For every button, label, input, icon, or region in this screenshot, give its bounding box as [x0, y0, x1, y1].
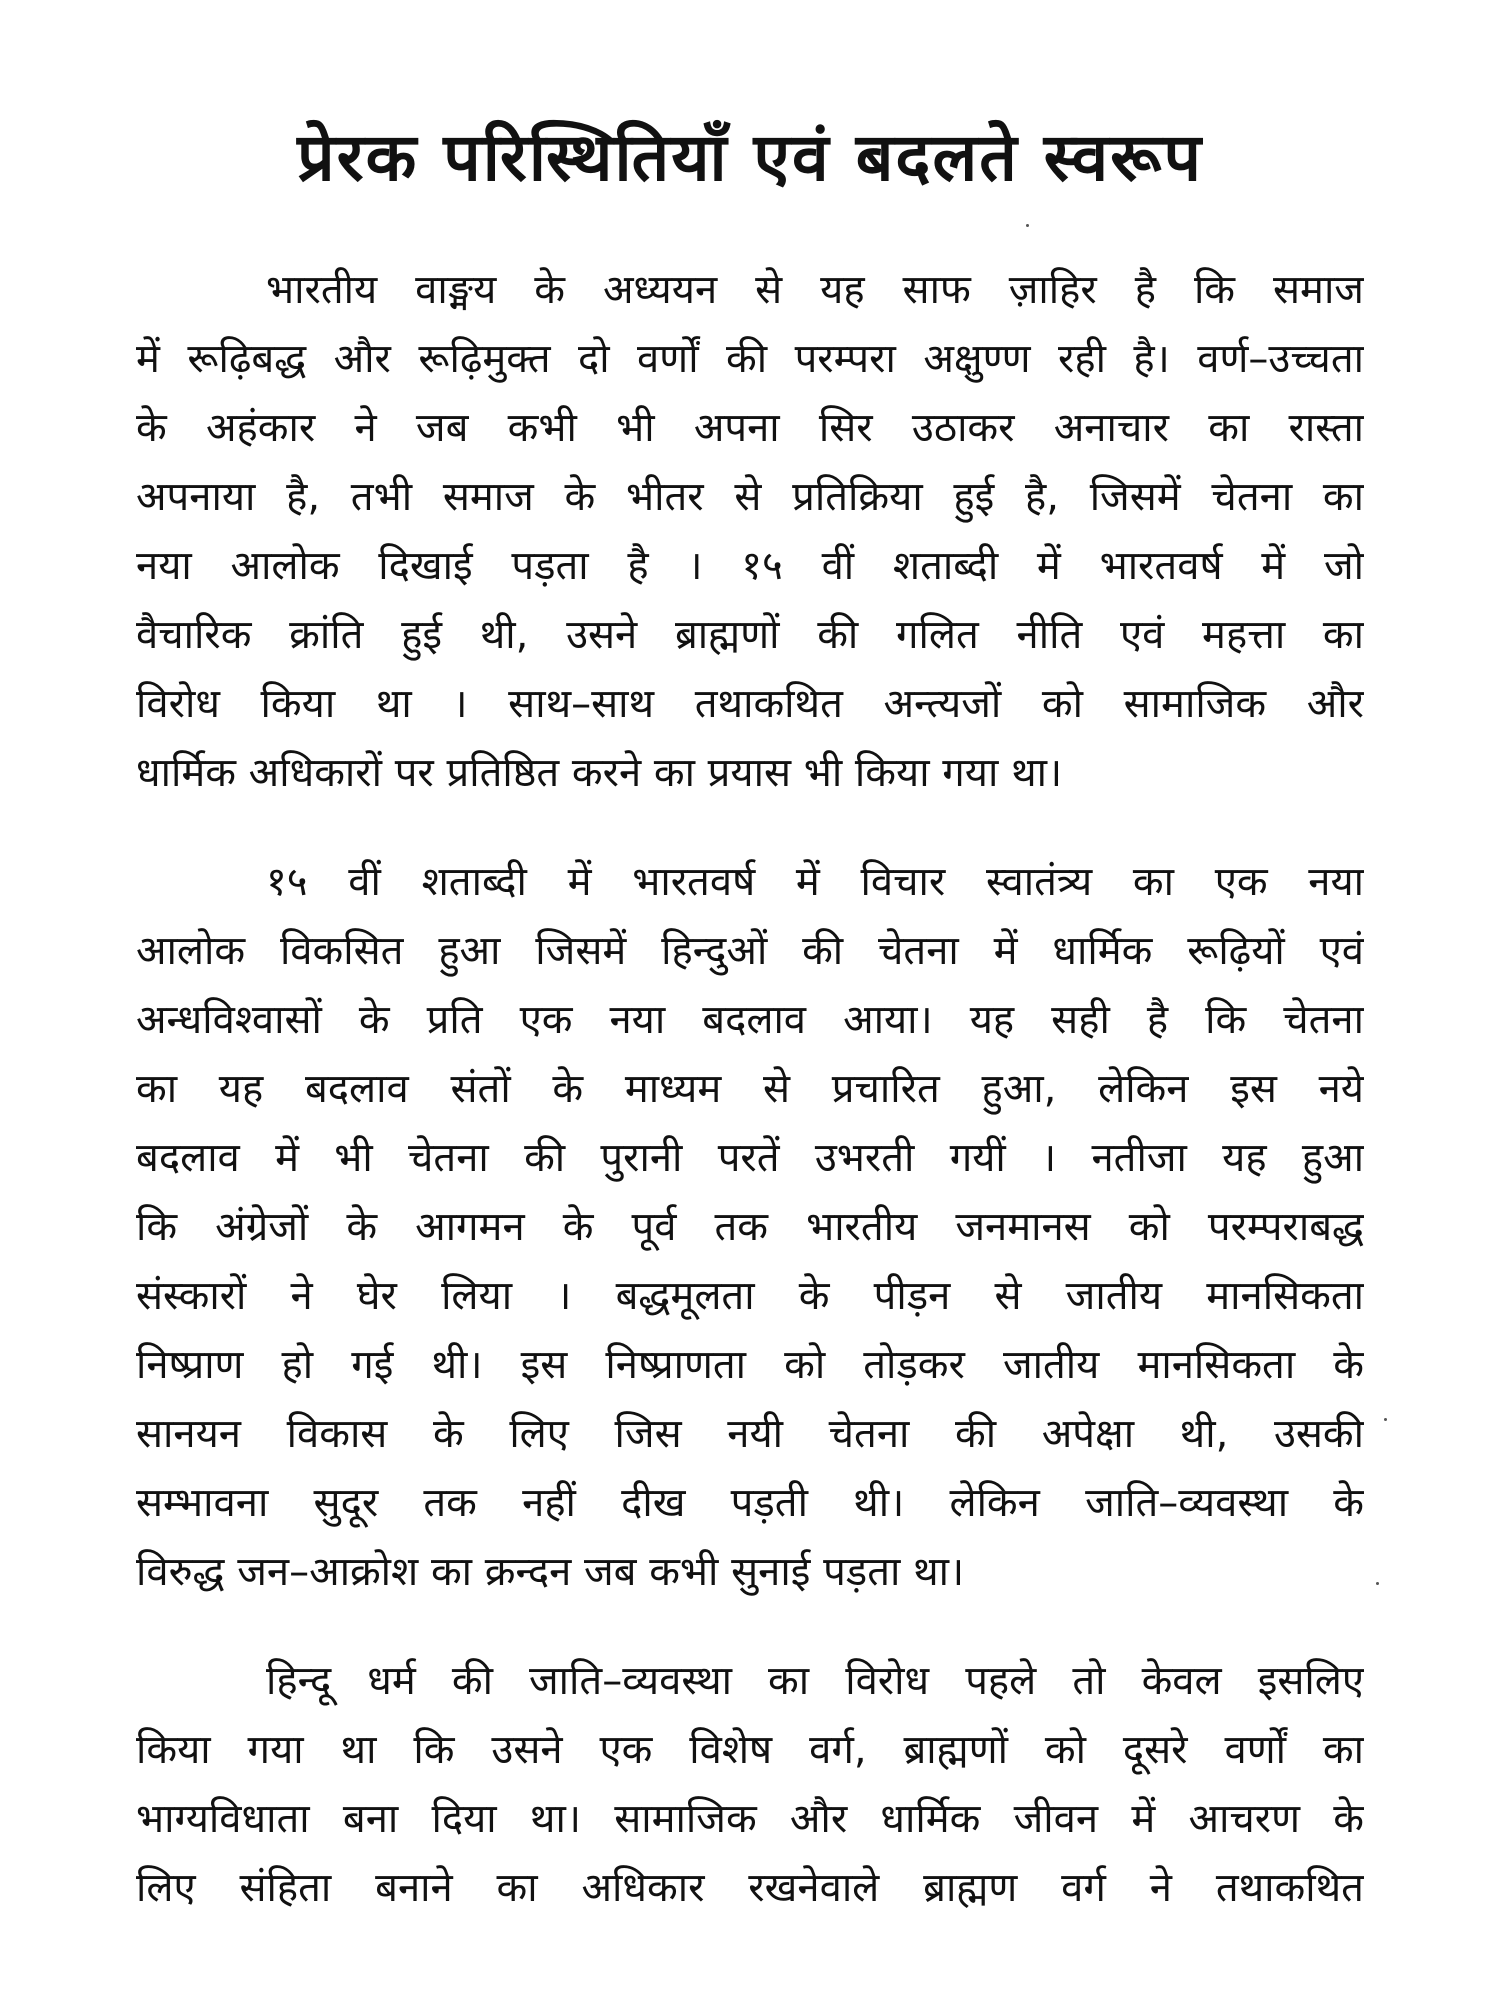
- text-line: अपनाया है, तभी समाज के भीतर से प्रतिक्रिया हुई है, जिसमें चेतना का: [136, 474, 1364, 520]
- scan-speck: [1376, 1582, 1379, 1585]
- text-line: नया आलोक दिखाई पड़ता है । १५ वीं शताब्दी में भारतवर्ष में जो: [136, 543, 1364, 589]
- text-line: धार्मिक अधिकारों पर प्रतिष्ठित करने का प्रयास भी किया गया था।: [136, 750, 1063, 796]
- text-line: वैचारिक क्रांति हुई थी, उसने ब्राह्मणों की गलित नीति एवं महत्ता का: [136, 612, 1364, 658]
- text-line: भारतीय वाङ्मय के अध्ययन से यह साफ ज़ाहिर है कि समाज: [266, 267, 1364, 313]
- text-line: का यह बदलाव संतों के माध्यम से प्रचारित हुआ, लेकिन इस नये: [136, 1066, 1364, 1112]
- text-line: सानयन विकास के लिए जिस नयी चेतना की अपेक्षा थी, उसकी: [136, 1411, 1364, 1457]
- text-line: सम्भावना सुदूर तक नहीं दीख पड़ती थी। लेकिन जाति–व्यवस्था के: [136, 1480, 1364, 1526]
- text-line: बदलाव में भी चेतना की पुरानी परतें उभरती गयीं । नतीजा यह हुआ: [136, 1135, 1364, 1181]
- text-line: विरुद्ध जन–आक्रोश का क्रन्दन जब कभी सुनाई पड़ता था।: [136, 1549, 965, 1595]
- paragraph-1: [136, 256, 1364, 808]
- scan-speck: [1026, 224, 1029, 227]
- paragraph-3: [136, 1647, 1364, 1923]
- text-line: के अहंकार ने जब कभी भी अपना सिर उठाकर अनाचार का रास्ता: [136, 405, 1364, 451]
- text-line: आलोक विकसित हुआ जिसमें हिन्दुओं की चेतना में धार्मिक रूढ़ियों एवं: [136, 928, 1364, 974]
- text-line: में रूढ़िबद्ध और रूढ़िमुक्त दो वर्णों की परम्परा अक्षुण्ण रही है। वर्ण–उच्चता: [136, 336, 1364, 382]
- text-line: भाग्यविधाता बना दिया था। सामाजिक और धार्मिक जीवन में आचरण के: [136, 1796, 1364, 1842]
- paragraph-2: [136, 848, 1364, 1607]
- scan-speck: [1384, 1418, 1387, 1421]
- text-line: अन्धविश्वासों के प्रति एक नया बदलाव आया। यह सही है कि चेतना: [136, 997, 1364, 1043]
- text-line: निष्प्राण हो गई थी। इस निष्प्राणता को तोड़कर जातीय मानसिकता के: [136, 1342, 1364, 1388]
- page-title: प्रेरक परिस्थितियाँ एवं बदलते स्वरूप: [297, 119, 1203, 196]
- text-line: हिन्दू धर्म की जाति–व्यवस्था का विरोध पहले तो केवल इसलिए: [266, 1658, 1364, 1704]
- text-line: कि अंग्रेजों के आगमन के पूर्व तक भारतीय जनमानस को परम्पराबद्ध: [136, 1204, 1364, 1250]
- text-line: विरोध किया था । साथ–साथ तथाकथित अन्त्यजों को सामाजिक और: [136, 681, 1364, 727]
- text-line: लिए संहिता बनाने का अधिकार रखनेवाले ब्राह्मण वर्ग ने तथाकथित: [136, 1865, 1364, 1911]
- text-line: १५ वीं शताब्दी में भारतवर्ष में विचार स्वातंत्र्य का एक नया: [266, 859, 1364, 905]
- text-line: संस्कारों ने घेर लिया । बद्धमूलता के पीड़न से जातीय मानसिकता: [136, 1273, 1364, 1319]
- text-line: किया गया था कि उसने एक विशेष वर्ग, ब्राह्मणों को दूसरे वर्णों का: [136, 1727, 1364, 1773]
